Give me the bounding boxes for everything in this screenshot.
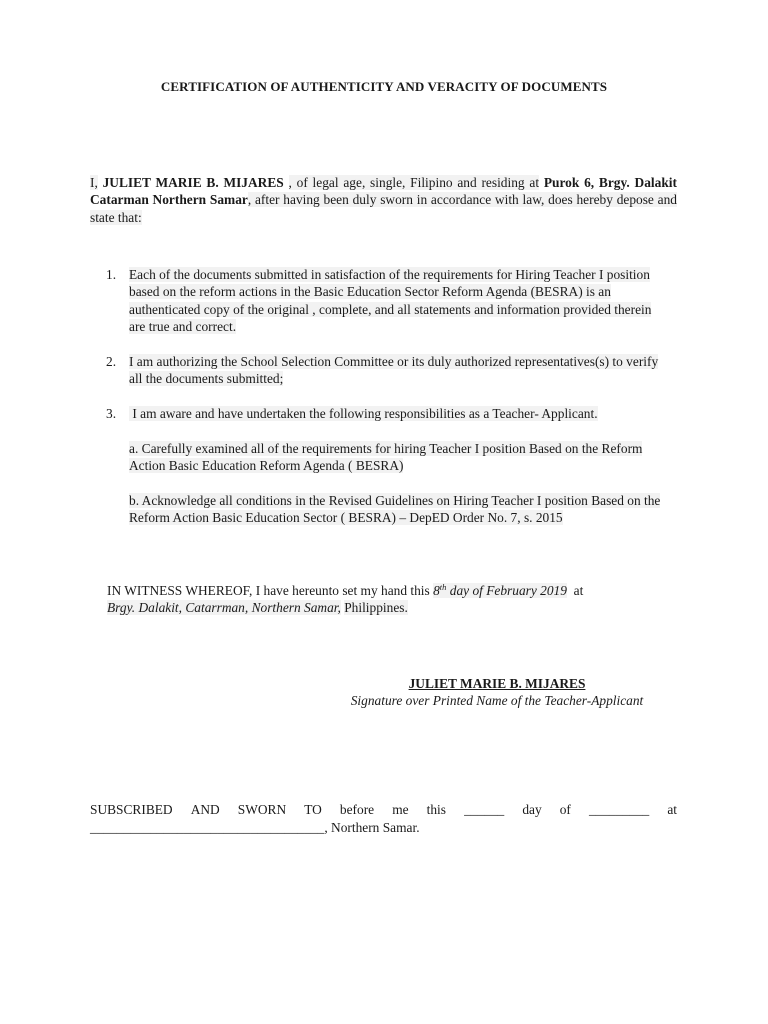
intro-paragraph (90, 174, 677, 226)
signature-name: JULIET MARIE B. MIJARES (408, 676, 586, 691)
item-text: Each of the documents submitted in satisfaction of the requirements for Hiring Teacher I position based on the reform actions in the Basic Education Sector Reform Agenda (BESRA) is an authenticated copy of the original , complete, and all statements and information provided therein are true and correct. (129, 267, 652, 335)
sworn-word: TO (304, 802, 322, 817)
witness-place: Brgy. Dalakit, Catarrman, Northern Samar, (107, 600, 341, 616)
witness-prefix: IN WITNESS WHEREOF, I have hereunto set my hand this (107, 583, 430, 598)
month-blank: _________ (588, 802, 650, 817)
list-item (129, 353, 665, 388)
item-text: I am aware and have undertaken the following responsibilities as a Teacher- Applicant. (129, 406, 598, 421)
item-number: 2. (106, 354, 117, 369)
sworn-word: at (667, 802, 677, 817)
sworn-word: of (559, 802, 571, 817)
sworn-word: day (522, 802, 542, 817)
witness-day-suffix: th (439, 582, 447, 592)
list-item (129, 266, 665, 336)
list-item (129, 405, 665, 422)
sworn-line-2 (90, 819, 420, 836)
sworn-word: before (339, 802, 375, 817)
day-blank: ______ (464, 802, 505, 817)
witness-country: Philippines. (344, 600, 408, 616)
sworn-word: this (426, 802, 446, 817)
sworn-line-1 (90, 801, 677, 818)
witness-paragraph (107, 582, 667, 617)
item-number: 1. (106, 267, 117, 282)
place-blank: ___________________________________ (90, 820, 325, 835)
sub-item-text: b. Acknowledge all conditions in the Revised Guidelines on Hiring Teacher I position Based on the Reform Action Basic Education Sector ( BESRA) – DepED Order No. 7, s. 2015 (129, 493, 661, 526)
applicant-address: Purok 6, Brgy. Dalakit Catarman Northern Samar (90, 175, 677, 208)
document-title: CERTIFICATION OF AUTHENTICITY AND VERACITY OF DOCUMENTS (160, 79, 608, 94)
sub-item (129, 492, 665, 527)
intro-i: I, (90, 175, 98, 190)
intro-text-2: , after having been duly sworn in accordance with law, does hereby depose and state that: (90, 192, 677, 225)
sub-item-text: a. Carefully examined all of the requirements for hiring Teacher I position Based on the Reform Action Basic Education Reform Agenda ( BESRA) (129, 441, 643, 474)
witness-date (433, 583, 567, 598)
item-number: 3. (106, 406, 117, 421)
sworn-word: AND (190, 802, 220, 817)
signature-caption: Signature over Printed Name of the Teacher-Applicant (350, 693, 644, 708)
sworn-word: SWORN (237, 802, 287, 817)
sworn-word: me (392, 802, 409, 817)
intro-text-1: , of legal age, single, Filipino and residing at (288, 175, 540, 190)
witness-day-number: 8 (433, 583, 440, 598)
applicant-name: JULIET MARIE B. MIJARES (102, 175, 284, 190)
witness-date-rest: day of February 2019 (449, 583, 567, 598)
witness-at: at (573, 583, 584, 598)
sworn-place-text: , Northern Samar. (324, 820, 420, 835)
sub-item (129, 440, 665, 475)
item-text: I am authorizing the School Selection Committee or its duly authorized representatives(s) to verify all the documents submitted; (129, 354, 659, 387)
sworn-word: SUBSCRIBED (90, 802, 173, 817)
